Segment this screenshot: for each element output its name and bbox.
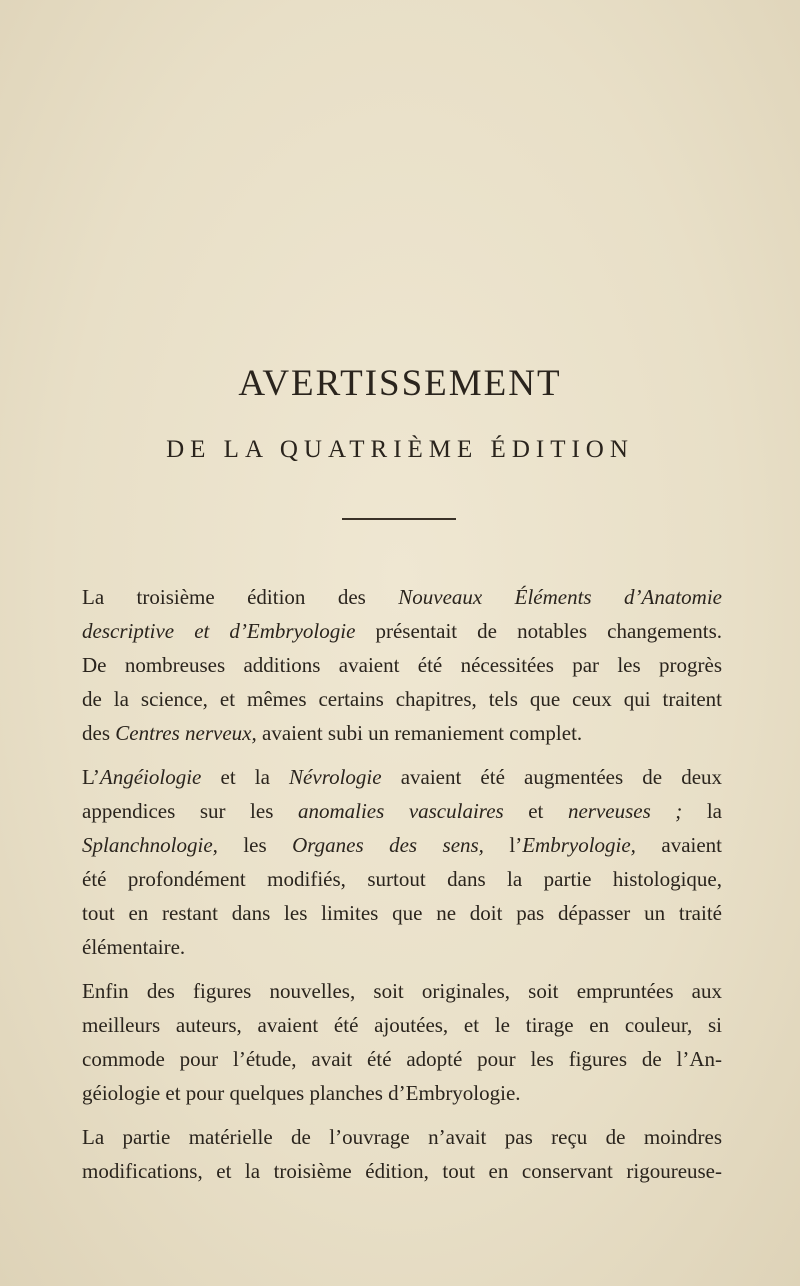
text-segment: avaient subi un remaniement complet. bbox=[256, 721, 583, 745]
text-line bbox=[82, 1008, 722, 1042]
text-segment: de la science, et mêmes certains chapitres, tels que ceux qui traitent bbox=[82, 687, 722, 711]
body-text bbox=[82, 580, 722, 1198]
text-line bbox=[82, 760, 722, 794]
text-segment: avaient été augmentées de deux bbox=[381, 765, 723, 789]
text-segment bbox=[592, 585, 624, 609]
text-segment: géiologie et pour quelques planches d’Embryologie. bbox=[82, 1081, 521, 1105]
text-line bbox=[82, 862, 722, 896]
text-segment: élémentaire. bbox=[82, 935, 186, 959]
text-segment: La troisième édition des bbox=[82, 585, 399, 609]
text-segment: l’ bbox=[483, 833, 523, 857]
text-line bbox=[82, 930, 722, 964]
italic-text: Embryologie, bbox=[522, 833, 636, 857]
text-line bbox=[82, 974, 722, 1008]
italic-text: Splanchnologie, bbox=[82, 833, 218, 857]
text-segment: présentait de notables changements. bbox=[355, 619, 722, 643]
text-line bbox=[82, 828, 722, 862]
text-line bbox=[82, 1042, 722, 1076]
italic-text: Angéiologie bbox=[99, 765, 202, 789]
text-segment: modifications, et la troisième édition, tout en conservant rigoureuse- bbox=[82, 1159, 722, 1183]
text-segment: la bbox=[682, 799, 723, 823]
text-line bbox=[82, 1076, 722, 1110]
text-line bbox=[82, 794, 722, 828]
page-subtitle: DE LA QUATRIÈME ÉDITION bbox=[166, 436, 634, 463]
italic-text: Nouveaux Éléments bbox=[398, 585, 592, 609]
italic-text: descriptive et d’Embryologie bbox=[82, 619, 356, 643]
text-segment: tout en restant dans les limites que ne doit pas dépasser un traité bbox=[82, 901, 722, 925]
italic-text: nerveuses ; bbox=[567, 799, 683, 823]
paragraph bbox=[82, 1120, 722, 1188]
text-line bbox=[82, 580, 722, 614]
text-segment: meilleurs auteurs, avaient été ajoutées, et le tirage en couleur, si bbox=[82, 1013, 722, 1037]
text-line bbox=[82, 614, 722, 648]
italic-text: Organes des sens, bbox=[292, 833, 484, 857]
text-segment: appendices sur les bbox=[82, 799, 298, 823]
italic-text: Centres nerveux, bbox=[115, 721, 257, 745]
text-segment: La partie matérielle de l’ouvrage n’avait pas reçu de moindres bbox=[82, 1125, 722, 1149]
text-line bbox=[82, 648, 722, 682]
separator-rule bbox=[342, 518, 456, 520]
text-segment: avaient bbox=[635, 833, 723, 857]
text-segment: Enfin des figures nouvelles, soit originales, soit empruntées aux bbox=[82, 979, 722, 1003]
page-title: AVERTISSEMENT bbox=[238, 363, 562, 404]
text-line bbox=[82, 1120, 722, 1154]
text-segment: De nombreuses additions avaient été nécessitées par les progrès bbox=[82, 653, 722, 677]
paragraph bbox=[82, 580, 722, 750]
italic-text: anomalies vasculaires bbox=[297, 799, 504, 823]
text-segment: été profondément modifiés, surtout dans la partie histologique, bbox=[82, 867, 722, 891]
italic-text: Névrologie bbox=[289, 765, 382, 789]
text-segment: les bbox=[217, 833, 293, 857]
text-segment: des bbox=[82, 721, 116, 745]
text-line bbox=[82, 716, 722, 750]
text-segment: commode pour l’étude, avait été adopté pour les figures de l’An- bbox=[82, 1047, 722, 1071]
text-segment: L’ bbox=[82, 765, 100, 789]
text-segment: et bbox=[503, 799, 568, 823]
text-line bbox=[82, 1154, 722, 1188]
text-segment: et la bbox=[201, 765, 290, 789]
italic-text: d’Anatomie bbox=[624, 585, 722, 609]
paragraph bbox=[82, 974, 722, 1110]
text-line bbox=[82, 896, 722, 930]
paragraph bbox=[82, 760, 722, 964]
text-line bbox=[82, 682, 722, 716]
